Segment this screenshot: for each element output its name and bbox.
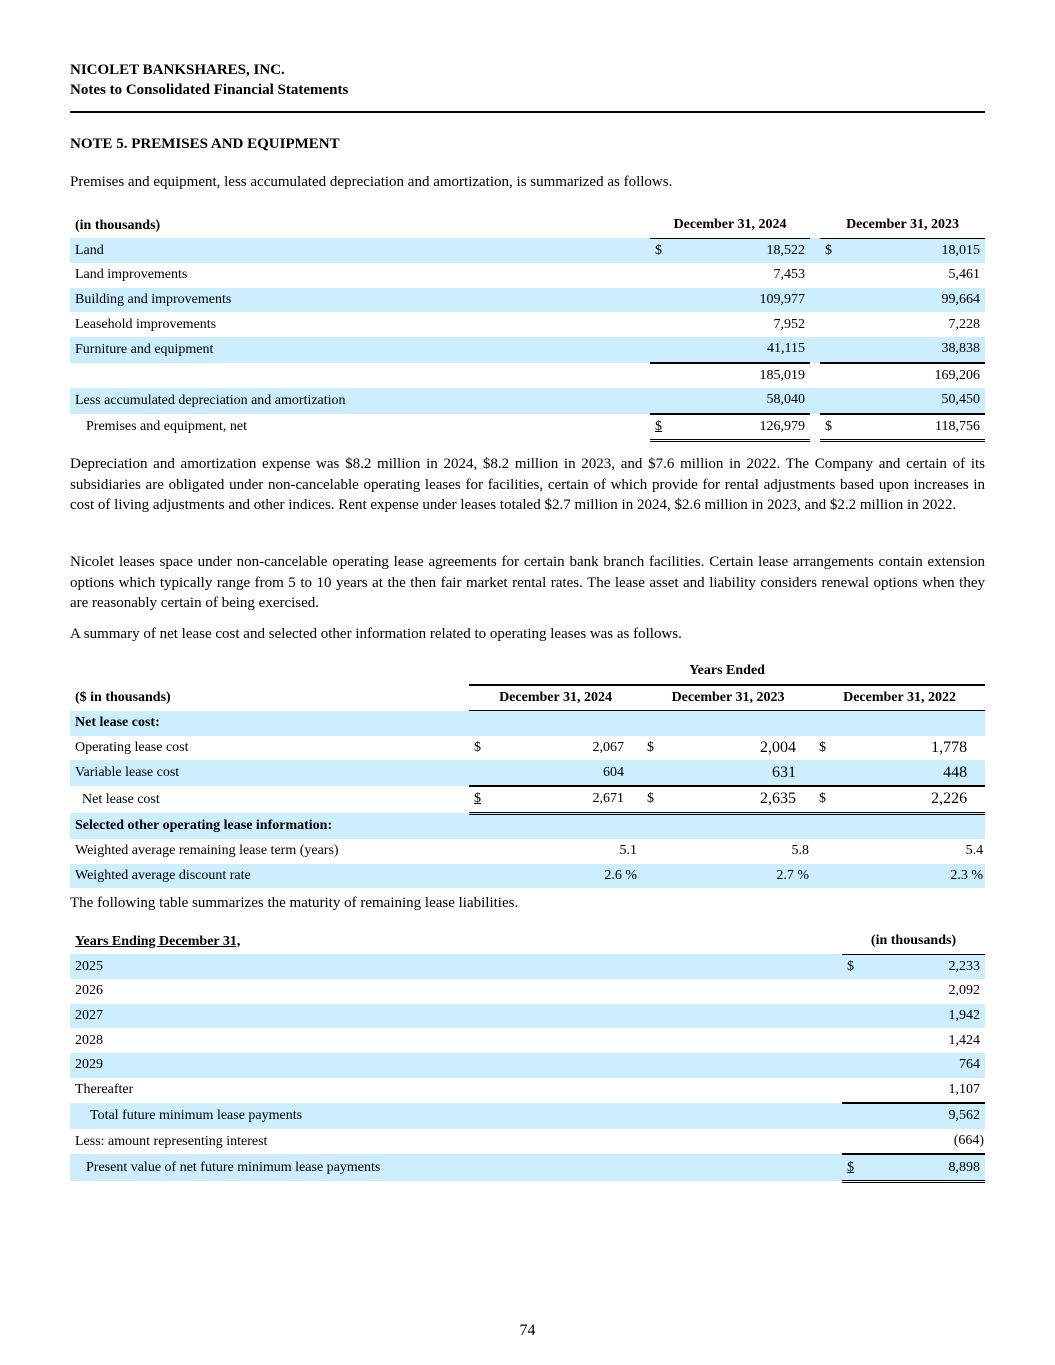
value-2024: 126,979: [668, 414, 810, 441]
table-row: [70, 979, 985, 1004]
table-header-row: [70, 213, 985, 238]
document-subtitle: Notes to Consolidated Financial Statements: [70, 82, 349, 98]
currency-symbol: $: [842, 954, 860, 979]
lease-cost-table: [70, 659, 985, 888]
row-label: [70, 363, 650, 389]
subtotal-row: [70, 363, 985, 389]
value-2023: 631: [658, 760, 814, 786]
row-label: Total future minimum lease payments: [70, 1103, 842, 1129]
row-label: 2028: [75, 1032, 103, 1048]
value-2023: 99,664: [838, 288, 985, 313]
row-label: Operating lease cost: [75, 740, 189, 756]
value-2023: 18,015: [838, 238, 985, 263]
value-2024: 604: [485, 760, 642, 786]
currency-symbol: $: [647, 740, 654, 756]
unit-label: ($ in thousands): [75, 689, 171, 705]
value-2023: 7,228: [948, 316, 980, 332]
value-2022: 2,226: [830, 786, 985, 813]
company-name: NICOLET BANKSHARES, INC.: [70, 62, 285, 78]
table-row: [70, 1004, 985, 1029]
maturity-table: [70, 929, 985, 1183]
unit-label: (in thousands): [75, 217, 161, 233]
section-heading: Selected other operating lease information:: [70, 813, 469, 839]
table-row: [70, 288, 985, 313]
table-row: [70, 736, 985, 761]
row-label: Premises and equipment, net: [86, 419, 247, 435]
value-2024: 7,952: [773, 316, 805, 332]
paragraph-maturity-intro: The following table summarizes the maturity of remaining lease liabilities.: [70, 895, 519, 911]
row-label: Less: amount representing interest: [75, 1133, 268, 1149]
table-row: [70, 1028, 985, 1053]
row-label: Net lease cost: [82, 791, 160, 807]
value-2023: 2,004: [760, 739, 796, 757]
total-row: [70, 786, 985, 813]
column-header-2022: December 31, 2022: [814, 685, 985, 711]
premises-table: [70, 213, 985, 442]
value-2024: 2.6 %: [485, 864, 642, 889]
currency-symbol: $: [474, 791, 481, 807]
value-2023: 5.8: [791, 843, 809, 859]
value-2024: 5.1: [619, 843, 637, 859]
table-row: [70, 238, 985, 263]
value-2023: 2.7 %: [658, 864, 814, 889]
currency-symbol: $: [820, 414, 838, 441]
note-title: NOTE 5. PREMISES AND EQUIPMENT: [70, 136, 340, 152]
table-row: [70, 954, 985, 979]
value-2023: 5,461: [948, 267, 980, 283]
currency-symbol: $: [474, 740, 481, 756]
row-label: Land improvements: [75, 267, 188, 283]
row-value: 2,092: [948, 983, 981, 999]
value-2024: 2,067: [592, 740, 624, 756]
table-row: [70, 760, 985, 786]
value-2022: 1,778: [931, 739, 968, 757]
row-label: 2026: [75, 983, 103, 999]
row-value: 764: [860, 1053, 985, 1078]
table-row: [70, 312, 985, 337]
table-header-row: [70, 685, 985, 711]
row-label: Building and improvements: [70, 288, 650, 313]
row-label: Less accumulated depreciation and amortization: [70, 388, 650, 414]
column-header-2023: December 31, 2023: [642, 685, 814, 711]
row-label: Weighted average remaining lease term (years): [75, 843, 339, 859]
row-label: Thereafter: [75, 1082, 134, 1098]
section-heading-row: [70, 813, 985, 839]
paragraph-summary-intro: A summary of net lease cost and selected other information related to operating leases was as follows.: [70, 626, 682, 642]
page-number: 74: [519, 1322, 536, 1339]
column-header-2023: December 31, 2023: [820, 213, 985, 238]
table-row: [70, 1053, 985, 1078]
total-row: [70, 414, 985, 441]
currency-symbol: $: [820, 238, 838, 263]
table-row: [70, 263, 985, 288]
currency-symbol: $: [814, 786, 830, 813]
row-value: 1,942: [860, 1004, 985, 1029]
currency-symbol: $: [655, 419, 662, 435]
column-header-2024: December 31, 2024: [469, 685, 642, 711]
row-label: Variable lease cost: [70, 760, 469, 786]
row-value: 1,424: [948, 1032, 981, 1048]
table-row: [70, 1129, 985, 1155]
value-2022: 2.3 %: [830, 864, 985, 889]
value-2024: 41,115: [668, 337, 810, 363]
table-row: [70, 839, 985, 864]
section-heading: Net lease cost:: [70, 711, 469, 736]
currency-symbol: $: [642, 786, 658, 813]
unit-label: (in thousands): [842, 929, 985, 954]
row-label: Furniture and equipment: [70, 337, 650, 363]
row-label: 2029: [70, 1053, 842, 1078]
row-value: 1,107: [860, 1078, 985, 1104]
currency-symbol: $: [847, 1159, 854, 1175]
table-row: [70, 864, 985, 889]
value-2024: 58,040: [668, 388, 810, 414]
value-2023: 169,206: [934, 367, 980, 383]
table-row: [70, 1078, 985, 1104]
value-2024: 7,453: [773, 267, 805, 283]
row-label: Land: [70, 238, 650, 263]
years-ending-header: Years Ending December 31,: [75, 933, 241, 949]
table-header-row: [70, 929, 985, 954]
subtotal-row: [70, 1103, 985, 1129]
value-2022: 448: [830, 760, 985, 786]
value-2023: 38,838: [838, 337, 985, 363]
header-rule: [70, 111, 985, 113]
row-label: Weighted average discount rate: [70, 864, 469, 889]
total-row: [70, 1154, 985, 1181]
table-row: [70, 388, 985, 414]
value-2024: 185,019: [759, 367, 805, 383]
value-2022: 5.4: [965, 843, 984, 859]
section-heading-row: [70, 711, 985, 736]
row-label: Present value of net future minimum lease payments: [70, 1154, 842, 1181]
value-2024: 109,977: [668, 288, 810, 313]
row-value: (664): [860, 1129, 985, 1155]
column-header-2024: December 31, 2024: [650, 213, 810, 238]
currency-symbol: $: [650, 238, 668, 263]
years-ended-header: Years Ended: [469, 659, 985, 685]
row-label: 2025: [70, 954, 842, 979]
span-header-row: [70, 659, 985, 685]
note-intro: Premises and equipment, less accumulated depreciation and amortization, is summarized as follows.: [70, 174, 673, 190]
row-label: Leasehold improvements: [75, 316, 217, 332]
value-2024: 18,522: [668, 238, 810, 263]
table-row: [70, 337, 985, 363]
row-value: 9,562: [860, 1103, 985, 1129]
row-value: 2,233: [860, 954, 985, 979]
row-value: 8,898: [860, 1154, 985, 1181]
value-2023: 50,450: [838, 388, 985, 414]
value-2023: 118,756: [838, 414, 985, 441]
paragraph-depreciation: Depreciation and amortization expense was $8.2 million in 2024, $8.2 million in 2023, and $7.6 million in 2022. The Company and certain of its subsidiaries are obligated under non-cancelable operating leases for facilities, certain of which provide for rental adjustments based upon increases in cost of living adjustments and other indices. Rent expense under leases totaled $2.7 million in 2024, $2.6 million in 2023, and $2.2 million in 2022.: [70, 456, 985, 513]
value-2024: 2,671: [485, 786, 642, 813]
row-label: 2027: [70, 1004, 842, 1029]
value-2023: 2,635: [658, 786, 814, 813]
currency-symbol: $: [819, 740, 826, 756]
paragraph-leases: Nicolet leases space under non-cancelable operating lease agreements for certain bank branch facilities. Certain lease arrangements contain extension options which typically range from 5 to 10 years at the then fair market rental rates. The lease asset and liability considers renewal options when they are reasonably certain of being exercised.: [70, 554, 985, 611]
